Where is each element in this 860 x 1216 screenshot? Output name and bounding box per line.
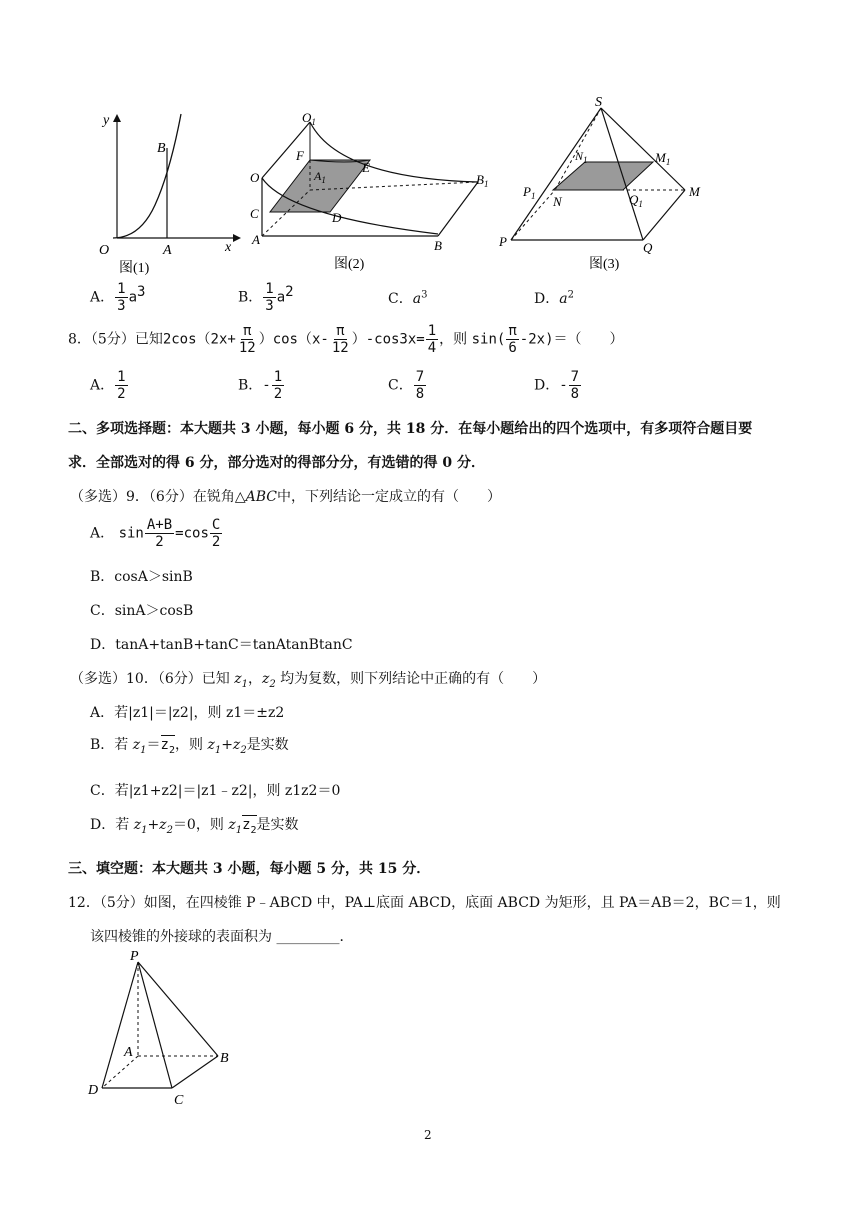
fig3-q1-label: $Q_1$ [629,192,643,209]
q8-option-d: D．- $\frac{7}{8}$ [534,369,580,402]
q10-option-a: A．若|z1|＝|z2|，则 z1＝±z2 [90,705,285,721]
fig2-a-label: A [252,232,260,247]
fig2-b-label: B [434,238,442,253]
q7-option-b: B． $\frac{1}{3}$ $a^2$ [238,281,294,314]
fig3-m-label: M [689,184,700,199]
fig3-p1-label: $P_1$ [523,184,536,201]
fig2-caption: 图(2) [334,257,365,272]
q7-option-a: A． $\frac{1}{3}$ $a^3$ [90,281,146,314]
figure-4-pyramid [84,948,254,1108]
fig1-o-label: O [99,243,110,258]
fig1-b-label: B [157,141,166,156]
section2-heading-line1: 二、多项选择题：本大题共 3 小题，每小题 6 分，共 18 分．在每小题给出的四个选项中，有多项符合题目要 [68,421,753,437]
fig2-b1-label: $B_1$ [476,172,489,189]
q12-stem-line2: 该四棱锥的外接球的表面积为 _________． [90,929,354,945]
fig2-o-label: O [250,170,260,185]
q7-option-c: C．$a^3$ [388,289,428,307]
q10-option-d: D．若 $z_1+z_2=0$，则 $z_1z_2$是实数 [90,817,299,836]
figure-3 [493,90,723,280]
fig1-x-label: x [225,240,232,255]
fig2-c-label: C [250,206,259,221]
fig4-p-label: P [130,949,139,964]
q8-option-c: C． $\frac{7}{8}$ [388,369,425,402]
figure-1 [85,110,245,280]
fig1-a-label: A [163,243,172,258]
q9-option-d: D．tanA+tanB+tanC＝tanAtanBtanC [90,637,353,653]
q10-option-b: B．若 $z_1=z_2$，则 $z_1+z_2$是实数 [90,737,289,756]
fig3-n1-label: $N_1$ [575,149,588,165]
q12-answer-blank[interactable]: _________ [276,929,340,945]
fig4-b-label: B [220,1051,229,1066]
fig4-a-label: A [124,1045,133,1060]
fig2-e-label: E [362,160,370,175]
q8-option-b: B．- $\frac{1}{2}$ [238,369,283,402]
q9-option-c: C．sinA＞cosB [90,603,194,619]
fig3-s-label: S [595,95,602,110]
fig1-y-label: y [103,113,110,128]
fig1-caption: 图(1) [119,261,150,276]
fig3-caption: 图(3) [589,257,620,272]
q10-option-c: C．若|z1+z2|＝|z1﹣z2|，则 z1z2＝0 [90,783,341,799]
fig2-d-label: D [332,210,342,225]
fig2-f-label: F [296,148,304,163]
q10-stem: （多选）10．（6分）已知 $z_1$，$z_2$ 均为复数，则下列结论中正确的有（ ） [70,671,547,690]
q9-option-b: B．cosA＞sinB [90,569,193,585]
q9-stem: （多选）9．（6分）在锐角△ABC中，下列结论一定成立的有（ ） [70,489,501,505]
fig3-n-label: N [553,194,562,209]
section2-heading-line2: 求．全部选对的得 6 分，部分选对的得部分分，有选错的得 0 分． [68,455,485,471]
fig2-o1-label: $O_1$ [302,110,316,127]
page-number: 2 [424,1128,432,1142]
fig4-c-label: C [174,1093,184,1108]
q8-stem: 8．（5分）已知2cos（2x+ $\frac{\pi}{12}$ ）cos（x- $\frac{\pi}{12}$ ）-cos3x= $\frac{1}{4}$ ，则 sin( $\frac{\pi}{6}$ -2x)＝（ ） [68,323,624,356]
fig2-a1-label: $A_1$ [314,169,326,185]
fig3-p-label: P [499,234,507,249]
fig4-d-label: D [88,1083,99,1098]
q12-stem-line1: 12．（5分）如图，在四棱锥 P﹣ABCD 中，PA⊥底面 ABCD，底面 ABCD 为矩形，且 PA＝AB＝2，BC＝1，则 [68,895,781,911]
section3-heading: 三、填空题：本大题共 3 小题，每小题 5 分，共 15 分． [68,861,431,877]
q9-option-a: A． sin $\frac{A+B}{2}$ =cos $\frac{C}{2}$ [90,517,221,550]
q8-option-a: A． $\frac{1}{2}$ [90,369,126,402]
fig3-q-label: Q [643,240,653,255]
figure-2 [248,108,508,278]
q7-option-d: D．$a^2$ [534,289,574,307]
fig3-m1-label: $M_1$ [655,150,671,167]
